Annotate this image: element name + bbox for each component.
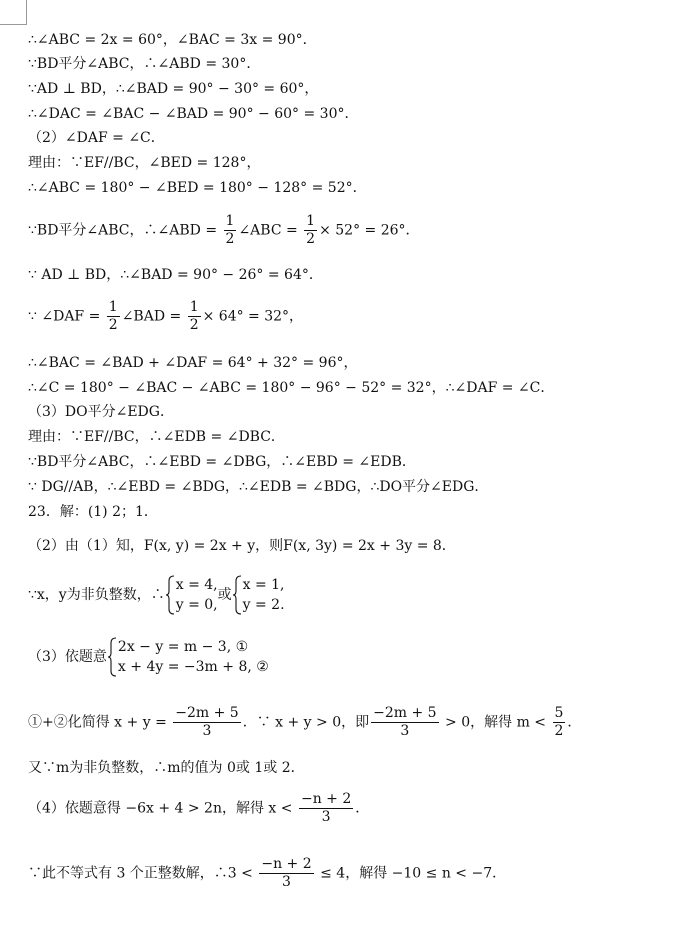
text-line: ∵AD ⊥ BD，∴∠BAD = 90° − 30° = 60°， [28, 81, 319, 97]
solution-system-a [165, 575, 218, 615]
text-segment: ． [355, 800, 370, 817]
text-line: （3）DO平分∠EDG． [28, 404, 174, 420]
equation-line [28, 637, 269, 677]
system-row: x = 4, [175, 577, 218, 593]
text-segment: ∠BAD = [121, 308, 186, 325]
text-line: （2）由（1）知，F(x, y) = 2x + y，则F(x, 3y) = 2x + 3y = 8． [28, 538, 456, 554]
text-segment: ∠ABC = [238, 222, 303, 239]
text-line: ∴∠ABC = 2x = 60°，∠BAC = 3x = 90°． [28, 32, 317, 48]
equation-system [107, 637, 269, 677]
system-row: y = 2. [242, 597, 285, 613]
text-line: 又∵m为非负整数，∴m的值为 0或 1或 2． [28, 760, 305, 776]
text-line: ∴∠C = 180° − ∠BAC − ∠ABC = 180° − 96° − 52° = 32°，∴∠DAF = ∠C． [28, 380, 555, 396]
fraction-five-half [553, 705, 566, 740]
formula-line [28, 213, 420, 248]
denominator: 3 [400, 723, 410, 739]
numerator: −n + 2 [300, 791, 352, 807]
text-line: ∵BD平分∠ABC，∴∠EBD = ∠DBG，∴∠EBD = ∠EDB． [28, 454, 416, 470]
text-segment: ∵BD平分∠ABC，∴∠ABD = [28, 222, 222, 239]
formula-line [28, 791, 369, 826]
formula-line [28, 705, 581, 740]
denominator: 3 [202, 723, 212, 739]
denominator: 2 [225, 231, 235, 247]
text-segment: （4）依题意得 −6x + 4 > 2n，解得 x < [28, 800, 297, 817]
formula-line [28, 299, 303, 334]
solution-line [28, 575, 285, 615]
left-brace-icon [165, 575, 175, 615]
numerator: −2m + 5 [373, 705, 437, 721]
numerator: 1 [306, 213, 316, 229]
denominator: 2 [189, 317, 199, 333]
text-segment: （3）依题意 [28, 649, 107, 665]
system-row: 2x − y = m − 3, ① [117, 639, 249, 655]
fraction-half [224, 213, 237, 248]
text-segment: ．∵ x + y > 0，即 [242, 714, 370, 731]
text-line: ∵ DG//AB，∴∠EBD = ∠BDG，∴∠EDB = ∠BDG，∴DO平分∠EDG． [28, 479, 489, 495]
page-corner-mark [0, 0, 27, 25]
text-segment: 或 [217, 587, 232, 603]
numerator: −n + 2 [261, 856, 312, 872]
text-segment: × 64° = 32°， [202, 308, 304, 325]
text-line: ∴∠BAC = ∠BAD + ∠DAF = 64° + 32° = 96°， [28, 355, 358, 371]
text-line: ∵ AD ⊥ BD，∴∠BAD = 90° − 26° = 64°． [28, 267, 323, 283]
denominator: 3 [282, 874, 291, 890]
numerator: 1 [225, 213, 235, 229]
numerator: 1 [108, 299, 118, 315]
text-line: ∵BD平分∠ABC，∴∠ABD = 30°． [28, 56, 261, 72]
formula-line [28, 856, 506, 891]
denominator: 2 [306, 231, 316, 247]
denominator: 2 [108, 317, 118, 333]
fraction-half [304, 213, 317, 248]
fraction-n-expr [259, 856, 313, 891]
text-segment: > 0，解得 m < [440, 714, 551, 731]
fraction-half [188, 299, 201, 334]
text-segment: × 52° = 26°． [319, 222, 420, 239]
left-brace-icon [232, 575, 242, 615]
fraction-m-expr [173, 705, 240, 740]
text-line: ∴∠DAC = ∠BAC − ∠BAD = 90° − 60° = 30°． [28, 106, 359, 122]
fraction-half [107, 299, 120, 334]
denominator: 3 [321, 809, 331, 825]
solution-system-b [232, 575, 285, 615]
text-segment: ∵此不等式有 3 个正整数解，∴3 < [28, 865, 258, 882]
fraction-m-expr [371, 705, 438, 740]
text-line: ∴∠ABC = 180° − ∠BED = 180° − 128° = 52°． [28, 180, 367, 196]
left-brace-icon [107, 637, 117, 677]
text-segment: ． [567, 714, 582, 731]
numerator: 5 [554, 705, 564, 721]
text-line: （2）∠DAF = ∠C． [28, 130, 165, 146]
text-line: 理由：∵EF//BC，∴∠EDB = ∠DBC． [28, 429, 285, 445]
text-segment: ∵x，y为非负整数，∴ [28, 587, 165, 603]
fraction-n-expr [299, 791, 353, 826]
text-segment: ①+②化简得 x + y = [28, 714, 172, 731]
denominator: 2 [554, 723, 564, 739]
numerator: 1 [189, 299, 199, 315]
system-row: y = 0, [175, 597, 218, 613]
question-heading: 23．解：(1) 2；1． [28, 504, 158, 520]
numerator: −2m + 5 [175, 705, 239, 721]
text-segment: ≤ 4，解得 −10 ≤ n < −7． [315, 865, 507, 882]
system-row: x + 4y = −3m + 8, ② [117, 659, 269, 675]
system-row: x = 1, [242, 577, 285, 593]
text-segment: ∵ ∠DAF = [28, 308, 105, 325]
text-line: 理由：∵EF//BC，∠BED = 128°， [28, 155, 261, 171]
